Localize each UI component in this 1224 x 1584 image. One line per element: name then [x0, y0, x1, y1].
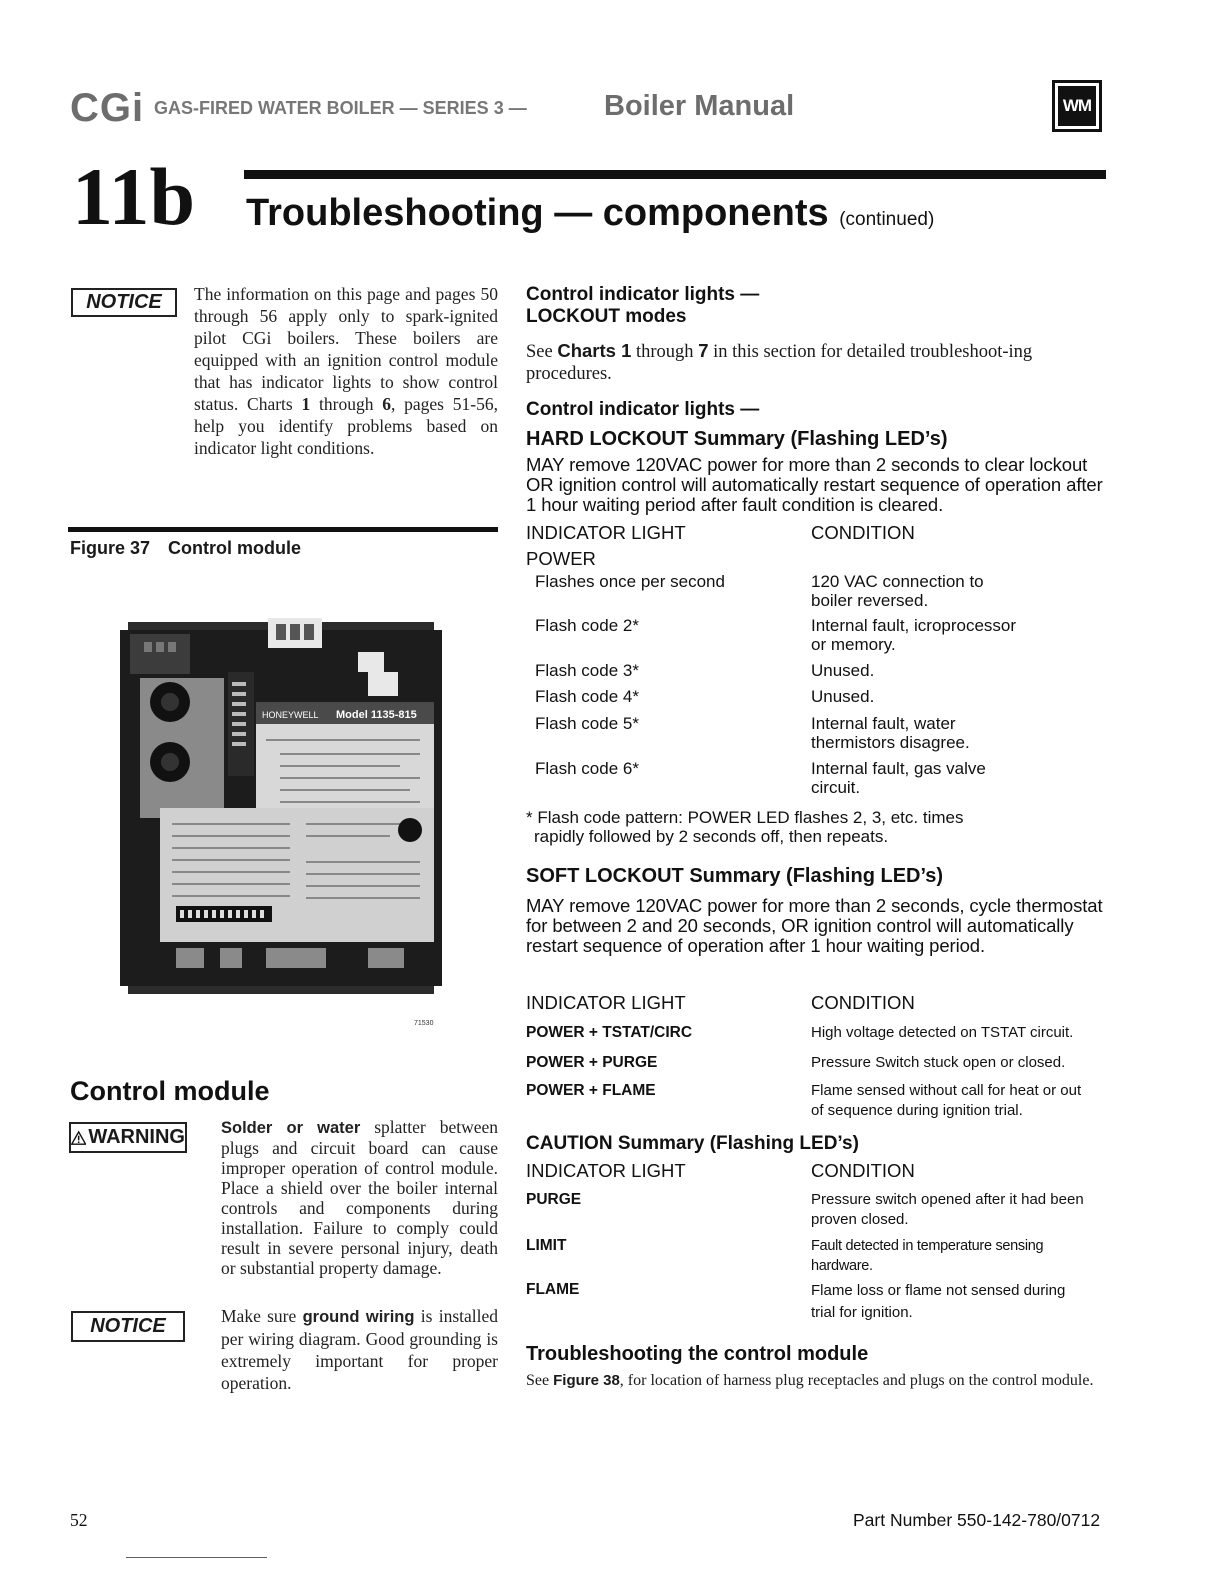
caution-title: CAUTION Summary (Flashing LED’s) — [526, 1133, 859, 1154]
hard-row-light: Flashes once per second — [535, 572, 725, 591]
brand-name: CGi — [70, 86, 145, 130]
lockout-text-2: through — [631, 342, 699, 362]
soft-col-condition: CONDITION — [811, 992, 915, 1013]
notice-intro-text — [194, 283, 498, 459]
condition-line: trial for ignition. — [811, 1304, 913, 1321]
condition-line: Internal fault, icroprocessor — [811, 616, 1017, 635]
figure-rule — [68, 527, 498, 532]
caution-row-condition — [811, 1236, 1043, 1276]
caution-col-condition: CONDITION — [811, 1160, 915, 1181]
condition-line: Pressure switch opened after it had been — [811, 1191, 1084, 1208]
caution-row-light: PURGE — [526, 1191, 582, 1208]
condition-line: or memory. — [811, 635, 896, 654]
warning-text — [221, 1117, 498, 1278]
condition-line: Flame sensed without call for heat or out — [811, 1082, 1082, 1099]
troubleshoot-text — [526, 1371, 1108, 1390]
condition-line: hardware. — [811, 1258, 873, 1274]
intro-text-1: The information on this page and pages 50 through 56 apply only to spark-ignited pilot CGi boilers. These boilers are equipped with an ignition control module that has indicator lights to show control status. Charts — [194, 284, 498, 414]
intro-text-3: , pages 51-56, help you identify problems based on indicator light conditions. — [194, 394, 498, 458]
notice2-badge: NOTICE — [71, 1311, 185, 1342]
hard-row-light: Flash code 3* — [535, 661, 639, 680]
weil-mclain-logo — [1052, 80, 1102, 132]
intro-text-2: through — [310, 394, 383, 414]
condition-line: thermistors disagree. — [811, 733, 970, 752]
section-continued: (continued) — [839, 209, 935, 230]
footnote-line: rapidly followed by 2 seconds off, then repeats. — [534, 827, 889, 846]
hard-row-light: Flash code 4* — [535, 687, 639, 706]
hard-lockout-title: HARD LOCKOUT Summary (Flashing LED’s) — [526, 428, 948, 450]
caution-col-indicator: INDICATOR LIGHT — [526, 1160, 686, 1181]
hard-row-light: Flash code 2* — [535, 616, 639, 635]
link-underline — [126, 1557, 267, 1558]
footnote-line: * Flash code pattern: POWER LED flashes 2, 3, etc. times — [526, 808, 964, 827]
condition-line: 120 VAC connection to — [811, 572, 984, 591]
troubleshoot-figure-ref: Figure 38 — [553, 1372, 620, 1389]
hard-row-light: Flash code 6* — [535, 759, 639, 778]
lockout-text-1: See — [526, 342, 558, 362]
manual-title: Boiler Manual — [604, 90, 795, 122]
warning-emphasis: Solder or water — [221, 1119, 361, 1137]
section-title — [246, 192, 934, 235]
hard-col-condition: CONDITION — [811, 522, 915, 543]
notice2-text-2: is installed per wiring diagram. Good grounding is extremely important for proper operation. — [221, 1306, 498, 1393]
troubleshoot-heading: Troubleshooting the control module — [526, 1343, 869, 1365]
lockout-intro-text — [526, 340, 1106, 385]
warning-label: WARNING — [88, 1126, 185, 1148]
soft-row-condition — [811, 1081, 1081, 1121]
figure-number: Figure 37 — [70, 538, 151, 558]
figure-tag: 71530 — [414, 1020, 434, 1027]
control-indicator-heading: Control indicator lights — — [526, 399, 760, 420]
intro-chart-end: 6 — [382, 394, 391, 414]
soft-row-light: POWER + TSTAT/CIRC — [526, 1024, 693, 1041]
section-rule — [244, 170, 1106, 179]
notice2-text — [221, 1305, 498, 1394]
caution-row-light: FLAME — [526, 1281, 580, 1298]
soft-lockout-title: SOFT LOCKOUT Summary (Flashing LED’s) — [526, 865, 944, 887]
module-model-label: Model 1135-815 — [336, 709, 417, 721]
page-number: 52 — [70, 1510, 88, 1530]
lockout-text-3: in this section for detailed troubleshoot-ing procedures. — [526, 342, 1033, 384]
module-brand-label: HONEYWELL — [262, 710, 319, 720]
warning-triangle-icon — [71, 1129, 86, 1147]
logo-mark: WM — [1058, 86, 1096, 126]
condition-line: Fault detected in temperature sensing — [811, 1238, 1044, 1254]
notice2-emphasis: ground wiring — [302, 1308, 415, 1326]
hard-lockout-desc: MAY remove 120VAC power for more than 2 seconds to clear lockout OR ignition control will automatically restart sequence of operation after 1 hour waiting period after fault condition is cleared. — [526, 454, 1103, 515]
figure-title: Control module — [168, 538, 302, 558]
condition-line: Internal fault, gas valve — [811, 759, 986, 778]
lockout-chart-start: Charts 1 — [557, 340, 632, 361]
lockout-chart-end: 7 — [698, 340, 709, 361]
soft-row-condition: High voltage detected on TSTAT circuit. — [811, 1024, 1074, 1041]
condition-line: Internal fault, water — [811, 714, 956, 733]
condition-line: circuit. — [811, 778, 861, 797]
soft-row-light: POWER + PURGE — [526, 1054, 658, 1071]
caution-row-light: LIMIT — [526, 1237, 567, 1254]
notice-badge: NOTICE — [71, 288, 177, 317]
manual-subtitle: GAS-FIRED WATER BOILER — SERIES 3 — — [154, 98, 527, 118]
caution-row-condition — [811, 1280, 1065, 1324]
condition-line: boiler reversed. — [811, 591, 929, 610]
soft-row-condition: Pressure Switch stuck open or closed. — [811, 1054, 1066, 1071]
hard-group-power: POWER — [526, 548, 596, 569]
hard-row-condition: Unused. — [811, 661, 875, 680]
hard-row-condition — [811, 572, 984, 610]
troubleshoot-text-1: See — [526, 1372, 554, 1389]
figure-caption — [70, 538, 301, 559]
soft-lockout-desc: MAY remove 120VAC power for more than 2 seconds, cycle thermostat for between 2 and 20 seconds, OR ignition control will automatically restart sequence of operation after 1 hour waiting period. — [526, 895, 1103, 956]
part-number: Part Number 550-142-780/0712 — [853, 1510, 1101, 1530]
condition-line: proven closed. — [811, 1211, 909, 1228]
condition-line: of sequence during ignition trial. — [811, 1102, 1023, 1119]
notice2-text-1: Make sure — [221, 1306, 303, 1326]
warning-badge — [69, 1122, 187, 1153]
warning-body: splatter between plugs and circuit board can cause improper operation of control module. Place a shield over the boiler internal controls and components during installation. Failure to comply could result in severe personal injury, death or substantial property damage. — [221, 1117, 498, 1278]
hard-row-condition — [811, 616, 1016, 654]
control-module-photo — [120, 612, 442, 1004]
soft-col-indicator: INDICATOR LIGHT — [526, 992, 686, 1013]
section-title-text: Troubleshooting — components — [246, 192, 829, 234]
hard-row-condition — [811, 759, 986, 797]
control-module-heading: Control module — [70, 1076, 270, 1106]
section-number: 11b — [72, 151, 196, 242]
lockout-heading-line2: LOCKOUT modes — [526, 306, 687, 327]
hard-col-indicator: INDICATOR LIGHT — [526, 522, 686, 543]
intro-chart-start: 1 — [301, 394, 311, 414]
soft-row-light: POWER + FLAME — [526, 1082, 656, 1099]
condition-line: Flame loss or flame not sensed during — [811, 1282, 1066, 1299]
hard-row-condition: Unused. — [811, 687, 875, 706]
hard-row-condition — [811, 714, 970, 752]
caution-row-condition — [811, 1190, 1084, 1230]
troubleshoot-text-2: , for location of harness plug receptacles and plugs on the control module. — [619, 1372, 1094, 1389]
flash-footnote — [526, 808, 963, 846]
lockout-heading-line1: Control indicator lights — — [526, 284, 760, 305]
hard-row-light: Flash code 5* — [535, 714, 639, 733]
